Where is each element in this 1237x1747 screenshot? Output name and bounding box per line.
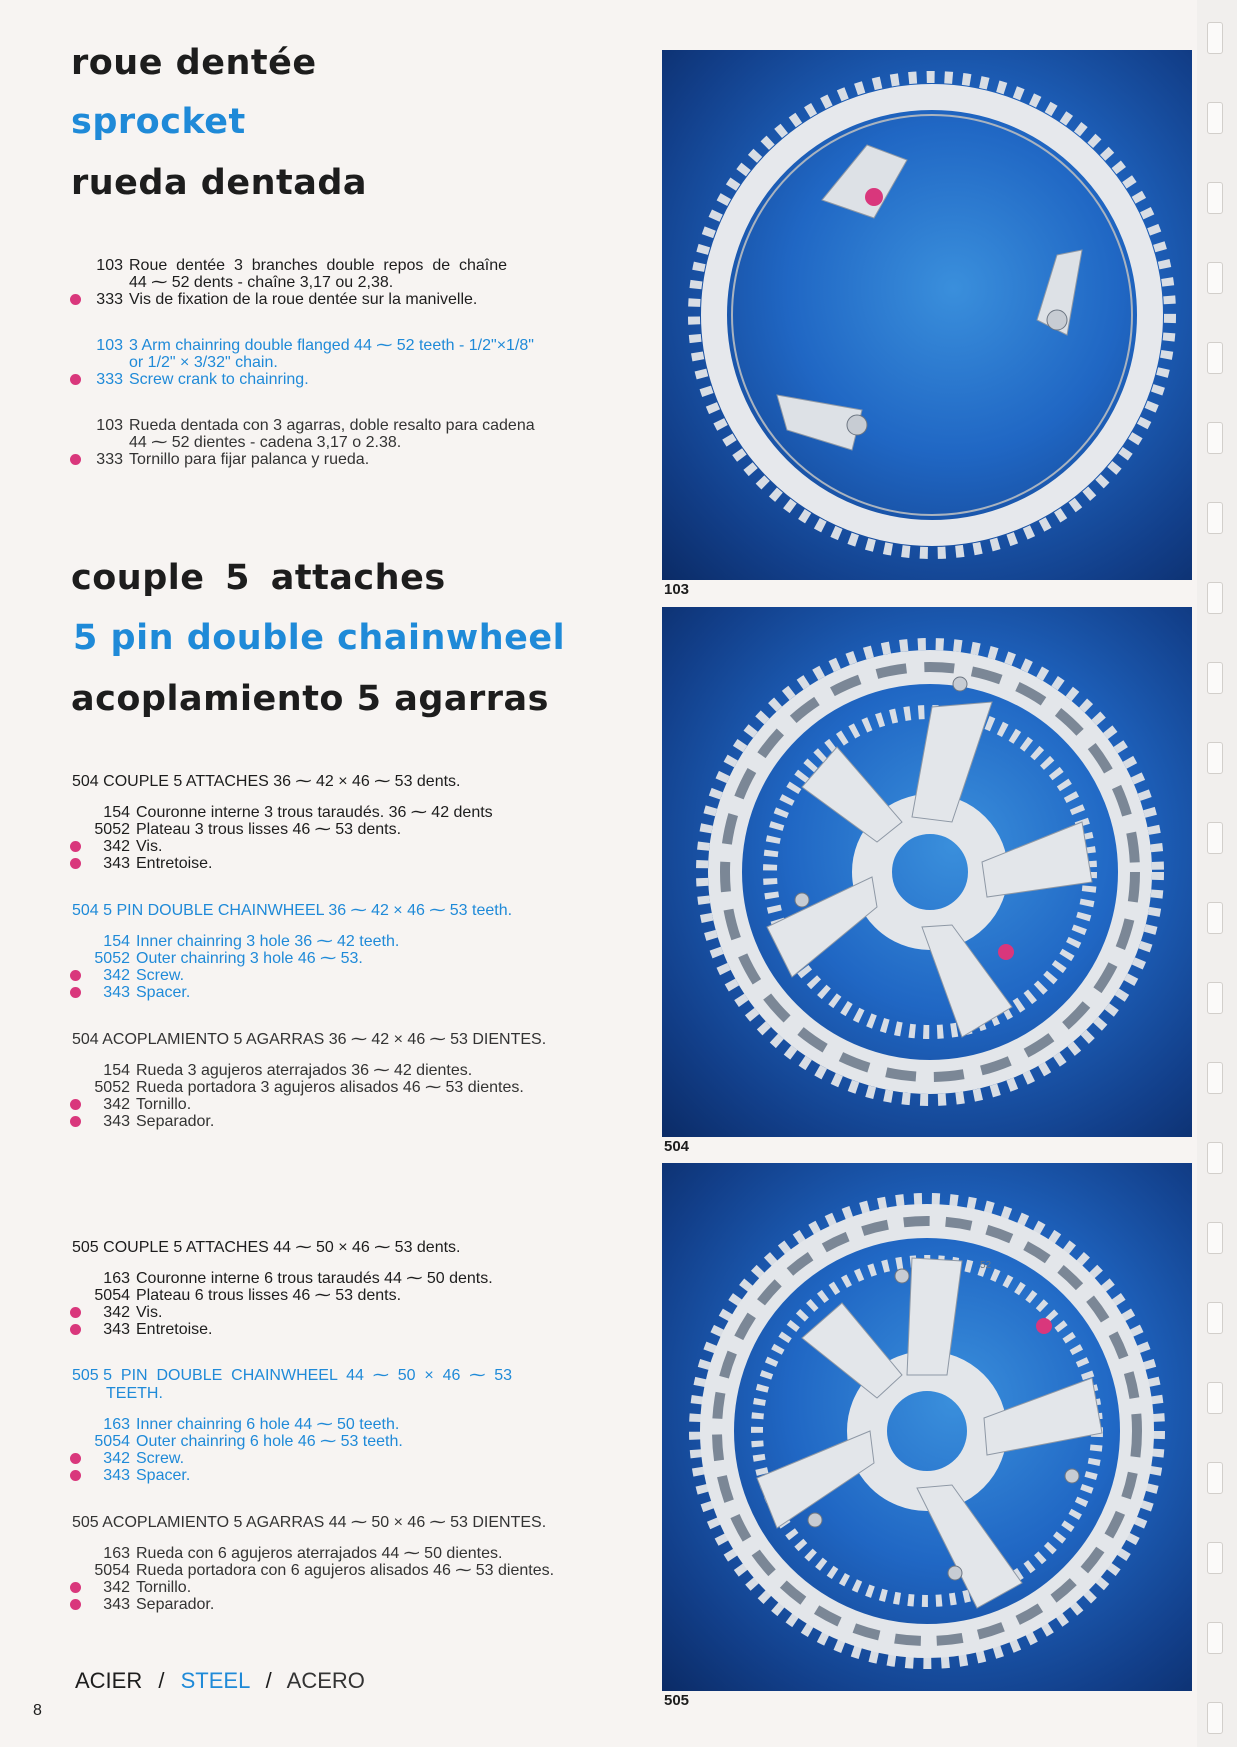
bolt-pink: [865, 188, 883, 206]
bullet-dot: [70, 1582, 81, 1593]
part-description: Screw crank to chainring.: [129, 371, 309, 388]
bullet-dot: [70, 454, 81, 465]
bullet-dot: [70, 1099, 81, 1110]
list-item: [70, 1467, 190, 1484]
ring-size-label: 52: [980, 1260, 992, 1271]
part-code: 342: [103, 1450, 130, 1467]
chainring-band: [714, 97, 1150, 533]
part-code: 154: [103, 1062, 130, 1079]
list-item: [70, 1287, 401, 1304]
bolt: [895, 1269, 909, 1283]
part-description: Rueda con 6 agujeros aterrajados 44 ⁓ 50 dientes.: [136, 1545, 503, 1562]
spider-arm: [802, 1303, 902, 1398]
material-line: [75, 1668, 365, 1694]
part-description: Vis de fixation de la roue dentée sur la manivelle.: [129, 291, 478, 308]
part-code: 103: [96, 257, 123, 274]
arm-1: [822, 145, 907, 218]
title-es-sprocket: rueda dentada: [71, 163, 368, 203]
part-code: 342: [103, 1096, 130, 1113]
list-item: [70, 804, 493, 821]
bolt: [948, 1566, 962, 1580]
bolt-pink: [998, 944, 1014, 960]
part-description: 44 ⁓ 52 dientes - cadena 3,17 o 2.38.: [129, 434, 402, 451]
bolt: [1065, 1469, 1079, 1483]
part-code: 163: [103, 1270, 130, 1287]
part-description: Tornillo.: [136, 1096, 192, 1113]
part-description: Plateau 6 trous lisses 46 ⁓ 53 dents.: [136, 1287, 402, 1304]
part-description: Inner chainring 3 hole 36 ⁓ 42 teeth.: [136, 933, 400, 950]
bullet-dot: [70, 374, 81, 385]
list-item: [70, 1270, 493, 1287]
bullet-dot: [70, 858, 81, 869]
product-heading-en: 505 5 PIN DOUBLE CHAINWHEEL 44 ⁓ 50 × 46 ⁓ 53: [72, 1367, 513, 1384]
bolt: [953, 677, 967, 691]
film-hole: [1207, 662, 1223, 694]
bullet-dot: [70, 1116, 81, 1127]
list-item: [70, 1304, 162, 1321]
list-item: [70, 821, 401, 838]
part-code: 342: [103, 967, 130, 984]
photo-chainwheel-504: [662, 607, 1192, 1137]
film-hole: [1207, 1702, 1223, 1734]
part-description: Separador.: [136, 1113, 215, 1130]
part-code: 5054: [94, 1287, 130, 1304]
spider-arm: [912, 702, 992, 822]
list-item: [70, 950, 363, 967]
list-item: [70, 257, 507, 274]
part-description: Separador.: [136, 1596, 215, 1613]
part-description: Vis.: [136, 1304, 163, 1321]
part-description: Plateau 3 trous lisses 46 ⁓ 53 dents.: [136, 821, 402, 838]
part-code: 5054: [94, 1562, 130, 1579]
part-description: Entretoise.: [136, 855, 213, 872]
list-item: [70, 434, 401, 451]
film-hole: [1207, 982, 1223, 1014]
material-en: STEEL: [180, 1668, 250, 1693]
list-item: [70, 354, 278, 371]
caption-504: 504: [664, 1138, 690, 1155]
part-code: 342: [103, 1579, 130, 1596]
list-item: [70, 291, 477, 308]
list-item: [70, 1113, 214, 1130]
title-en-chainwheel: 5 pin double chainwheel: [73, 618, 566, 658]
list-item: [70, 274, 393, 291]
list-item: [70, 451, 369, 468]
part-description: Spacer.: [136, 1467, 191, 1484]
title-fr-couple: couple 5 attaches: [71, 558, 446, 598]
separator: /: [265, 1668, 272, 1693]
bullet-dot: [70, 1453, 81, 1464]
part-code: 333: [96, 451, 123, 468]
film-hole: [1207, 22, 1223, 54]
part-description: Entretoise.: [136, 1321, 213, 1338]
bolt: [795, 893, 809, 907]
film-hole: [1207, 262, 1223, 294]
product-heading-en-cont: TEETH.: [106, 1385, 163, 1402]
list-item: [70, 1562, 554, 1579]
part-code: 343: [103, 1596, 130, 1613]
part-code: 5052: [94, 950, 130, 967]
bolt-pink: [1036, 1318, 1052, 1334]
list-item: [70, 1062, 472, 1079]
title-en-sprocket: sprocket: [71, 102, 246, 142]
part-code: 342: [103, 1304, 130, 1321]
film-hole: [1207, 182, 1223, 214]
part-code: 154: [103, 933, 130, 950]
list-item: [70, 371, 309, 388]
film-hole: [1207, 902, 1223, 934]
part-code: 103: [96, 417, 123, 434]
list-item: [70, 1450, 184, 1467]
part-description: Rueda 3 agujeros aterrajados 36 ⁓ 42 dientes.: [136, 1062, 473, 1079]
caption-505: 505: [664, 1692, 690, 1709]
part-description: Couronne interne 3 trous taraudés. 36 ⁓ 42 dents: [136, 804, 493, 821]
part-code: 333: [96, 291, 123, 308]
chainwheel-504-image: [662, 607, 1192, 1137]
list-item: [70, 933, 399, 950]
bullet-dot: [70, 1599, 81, 1610]
bolt-hole: [1047, 310, 1067, 330]
part-description: Outer chainring 3 hole 46 ⁓ 53.: [136, 950, 363, 967]
film-hole: [1207, 1382, 1223, 1414]
part-description: Screw.: [136, 1450, 185, 1467]
part-code: 163: [103, 1545, 130, 1562]
separator: /: [158, 1668, 165, 1693]
chainwheel-505-image: [662, 1163, 1192, 1691]
bolt-hole: [847, 415, 867, 435]
page-number: 8: [33, 1702, 42, 1719]
film-hole: [1207, 1302, 1223, 1334]
film-hole: [1207, 1222, 1223, 1254]
film-hole: [1207, 422, 1223, 454]
bullet-dot: [70, 1470, 81, 1481]
film-hole: [1207, 1142, 1223, 1174]
film-hole: [1207, 822, 1223, 854]
part-description: Rueda dentada con 3 agarras, doble resalto para cadena: [129, 417, 535, 434]
part-code: 343: [103, 984, 130, 1001]
teeth: [694, 77, 1170, 553]
list-item: [70, 1416, 399, 1433]
list-item: [70, 1321, 212, 1338]
film-hole: [1207, 1622, 1223, 1654]
part-description: or 1/2" × 3/32" chain.: [129, 354, 278, 371]
spider-arm: [767, 877, 877, 977]
list-item: [70, 838, 162, 855]
list-item: [70, 1433, 403, 1450]
part-description: Rueda portadora con 6 agujeros alisados 46 ⁓ 53 dientes.: [136, 1562, 555, 1579]
part-code: 103: [96, 337, 123, 354]
part-description: 44 ⁓ 52 dents - chaîne 3,17 ou 2,38.: [129, 274, 394, 291]
part-description: Rueda portadora 3 agujeros alisados 46 ⁓ 53 dientes.: [136, 1079, 524, 1096]
film-hole: [1207, 1062, 1223, 1094]
part-code: 343: [103, 1113, 130, 1130]
list-item: [70, 417, 535, 434]
part-description: Outer chainring 6 hole 46 ⁓ 53 teeth.: [136, 1433, 403, 1450]
part-description: Spacer.: [136, 984, 191, 1001]
film-hole: [1207, 742, 1223, 774]
film-hole: [1207, 102, 1223, 134]
film-strip-edge: [1197, 0, 1237, 1747]
list-item: [70, 1545, 502, 1562]
photo-sprocket-103: [662, 50, 1192, 580]
list-item: [70, 1096, 191, 1113]
part-code: 343: [103, 855, 130, 872]
bullet-dot: [70, 970, 81, 981]
photo-chainwheel-505: [662, 1163, 1192, 1691]
part-description: 3 Arm chainring double flanged 44 ⁓ 52 teeth - 1/2"×1/8": [129, 337, 534, 354]
bullet-dot: [70, 987, 81, 998]
title-es-acoplamiento: acoplamiento 5 agarras: [71, 679, 549, 719]
caption-103: 103: [664, 581, 690, 598]
product-heading-en: 504 5 PIN DOUBLE CHAINWHEEL 36 ⁓ 42 × 46 ⁓ 53 teeth.: [72, 902, 513, 919]
part-code: 5052: [94, 821, 130, 838]
film-hole: [1207, 1542, 1223, 1574]
product-heading-es: 505 ACOPLAMIENTO 5 AGARRAS 44 ⁓ 50 × 46 ⁓ 53 DIENTES.: [72, 1514, 547, 1531]
part-description: Screw.: [136, 967, 185, 984]
spider-arm: [922, 925, 1012, 1037]
product-heading-fr: 504 COUPLE 5 ATTACHES 36 ⁓ 42 × 46 ⁓ 53 dents.: [72, 773, 461, 790]
part-code: 342: [103, 838, 130, 855]
spider-arm: [917, 1485, 1022, 1608]
bullet-dot: [70, 1307, 81, 1318]
list-item: [70, 1079, 524, 1096]
title-fr-sprocket: roue dentée: [71, 43, 317, 83]
list-item: [70, 1596, 214, 1613]
part-code: 5054: [94, 1433, 130, 1450]
list-item: [70, 984, 190, 1001]
bullet-dot: [70, 294, 81, 305]
part-code: 154: [103, 804, 130, 821]
film-hole: [1207, 502, 1223, 534]
part-code: 343: [103, 1467, 130, 1484]
material-fr: ACIER: [75, 1668, 143, 1693]
spider-arm: [802, 747, 902, 842]
film-hole: [1207, 342, 1223, 374]
list-item: [70, 967, 184, 984]
product-heading-fr: 505 COUPLE 5 ATTACHES 44 ⁓ 50 × 46 ⁓ 53 dents.: [72, 1239, 461, 1256]
part-description: Vis.: [136, 838, 163, 855]
spider-arm: [984, 1378, 1102, 1455]
list-item: [70, 337, 534, 354]
film-hole: [1207, 582, 1223, 614]
part-description: Tornillo.: [136, 1579, 192, 1596]
product-heading-es: 504 ACOPLAMIENTO 5 AGARRAS 36 ⁓ 42 × 46 ⁓ 53 DIENTES.: [72, 1031, 547, 1048]
list-item: [70, 1579, 191, 1596]
spider-arm: [982, 822, 1092, 897]
film-hole: [1207, 1462, 1223, 1494]
part-description: Tornillo para fijar palanca y rueda.: [129, 451, 370, 468]
part-code: 163: [103, 1416, 130, 1433]
part-description: Inner chainring 6 hole 44 ⁓ 50 teeth.: [136, 1416, 400, 1433]
sprocket-103-image: [662, 50, 1192, 580]
list-item: [70, 855, 212, 872]
bullet-dot: [70, 841, 81, 852]
part-code: 5052: [94, 1079, 130, 1096]
part-description: Couronne interne 6 trous taraudés 44 ⁓ 50 dents.: [136, 1270, 493, 1287]
bolt: [808, 1513, 822, 1527]
ring-edge: [732, 115, 1132, 515]
bullet-dot: [70, 1324, 81, 1335]
part-code: 333: [96, 371, 123, 388]
part-description: Roue dentée 3 branches double repos de chaîne: [129, 257, 508, 274]
material-es: ACERO: [286, 1668, 365, 1693]
part-code: 343: [103, 1321, 130, 1338]
